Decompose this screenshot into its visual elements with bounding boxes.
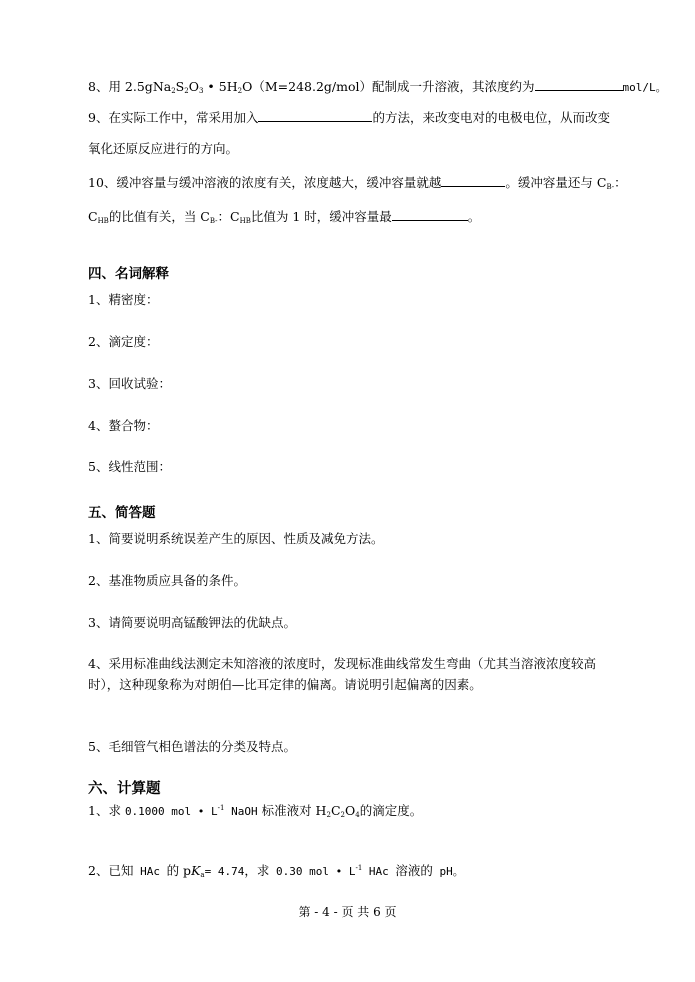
section5-item-4-line1: 4、采用标准曲线法测定未知溶液的浓度时，发现标准曲线常发生弯曲（尤其当溶液浓度较高 xyxy=(88,656,596,671)
q8-mid: （M=248.2g/mol）配制成一升溶液，其浓度约为 xyxy=(252,79,535,94)
section4-title: 四、名词解释 xyxy=(88,266,169,282)
section5-item-2: 2、基准物质应具备的条件。 xyxy=(88,573,246,588)
q8-prefix: 8、用 2.5g xyxy=(88,79,153,94)
q10-answer-blank-2[interactable] xyxy=(392,208,468,221)
section5-item-4-line2: 时），这种现象称为对朗伯—比耳定律的偏离。请说明引起偏离的因素。 xyxy=(88,677,482,692)
q8-unit: mol/L。 xyxy=(622,81,667,94)
question-9-line2: 氧化还原反应进行的方向。 xyxy=(88,141,239,156)
section4-item-4: 4、螯合物： xyxy=(88,418,159,433)
question-8 xyxy=(88,78,667,96)
section4-item-2: 2、滴定度： xyxy=(88,334,159,349)
section5-item-1: 1、简要说明系统误差产生的原因、性质及减免方法。 xyxy=(88,531,384,546)
section4-item-3: 3、回收试验： xyxy=(88,376,171,391)
question-10-line1: 10、缓冲容量与缓冲溶液的浓度有关，浓度越大，缓冲容量就越 。缓冲容量还与 $C_{B-}$： xyxy=(88,175,627,191)
q10-answer-blank-1[interactable] xyxy=(441,174,505,187)
section6-question-1: 1、求 0.1000 mol • $L^{-1}$ NaOH 标准液对 $H_2C_2O_4$的滴定度。 xyxy=(88,803,423,819)
section5-item-5: 5、毛细管气相色谱法的分类及特点。 xyxy=(88,739,296,754)
section4-item-5: 5、线性范围： xyxy=(88,459,171,474)
page-footer: 第 - 4 - 页 共 6 页 xyxy=(298,905,397,919)
question-9-line1: 9、在实际工作中，常采用加入 的方法，来改变电对的电极电位，从而改变 xyxy=(88,110,610,125)
question-10-line2: $C_{HB}$的比值有关，当 $C_{B-}$：$C_{HB}$比值为 1 时，缓冲容量最 。 xyxy=(88,209,481,225)
section6-question-2: 2、已知 HAc 的 $pK_a= 4.74$，求 0.30 mol • $L^{-1}$ HAc 溶液的 pH。 xyxy=(88,863,464,879)
q8-formula: $Na_2S_2O_3$ • $5H_2O$ xyxy=(152,79,253,95)
q8-answer-blank[interactable] xyxy=(535,78,623,91)
section4-item-1: 1、精密度： xyxy=(88,292,159,307)
section5-title: 五、简答题 xyxy=(88,505,156,521)
section5-item-3: 3、请简要说明高锰酸钾法的优缺点。 xyxy=(88,615,296,630)
section6-title: 六、计算题 xyxy=(88,781,161,797)
q9-answer-blank[interactable] xyxy=(258,109,372,122)
